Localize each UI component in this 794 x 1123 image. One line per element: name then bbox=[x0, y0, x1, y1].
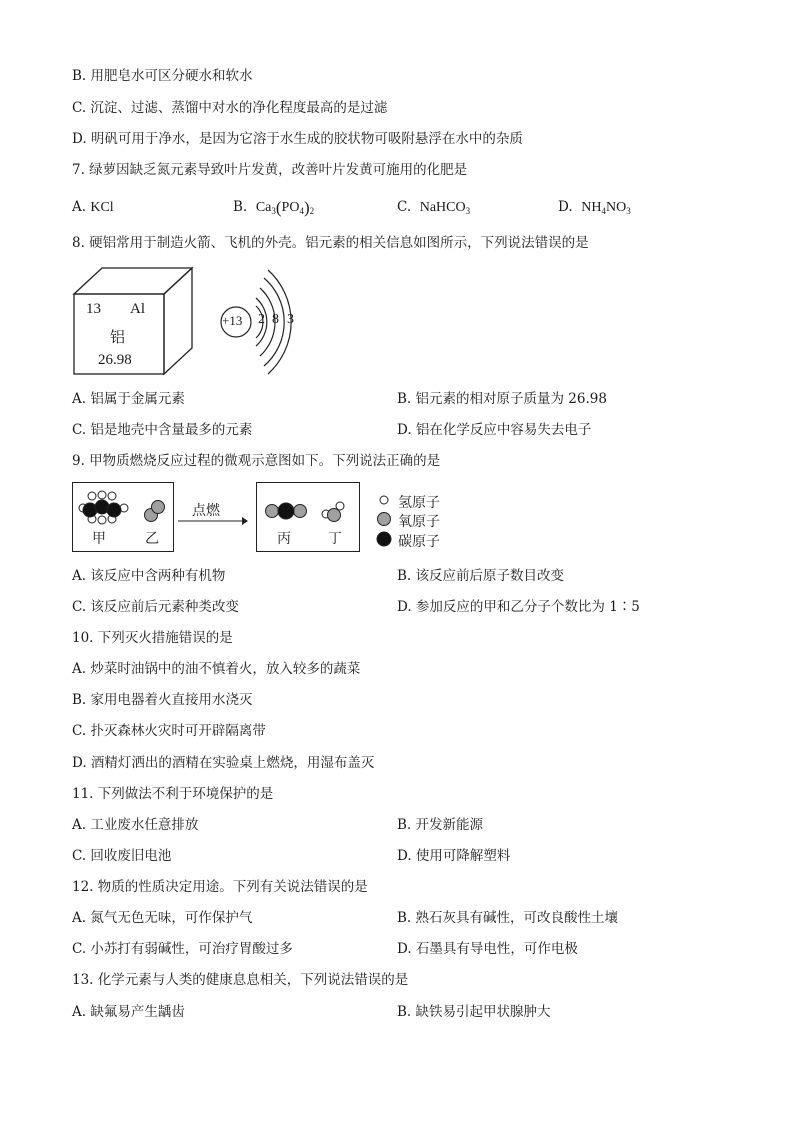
q13-option-a: A. 缺氟易产生龋齿 bbox=[72, 1004, 185, 1020]
q12-option-a: A. 氮气无色无味，可作保护气 bbox=[72, 910, 253, 926]
q7-option-a: A. KCl bbox=[72, 199, 114, 215]
molecule-ding bbox=[322, 502, 344, 522]
q6-option-b: B. 用肥皂水可区分硬水和软水 bbox=[72, 68, 253, 84]
q10-option-a: A. 炒菜时油锅中的油不慎着火，放入较多的蔬菜 bbox=[72, 661, 361, 677]
element-cube-drawing bbox=[72, 264, 194, 376]
legend-hydrogen: 氢原子 bbox=[398, 495, 440, 511]
product-molecules bbox=[256, 488, 360, 538]
shell-1-electrons: 2 bbox=[258, 312, 265, 327]
q10-option-b: B. 家用电器着火直接用水浇灭 bbox=[72, 692, 253, 708]
atom-structure-figure bbox=[218, 268, 304, 376]
molecule-jia bbox=[79, 491, 128, 524]
legend-oxygen: 氧原子 bbox=[398, 514, 440, 530]
q8-option-d: D. 铝在化学反应中容易失去电子 bbox=[397, 422, 592, 438]
q6-option-d: D. 明矾可用于净水，是因为它溶于水生成的胶状物可吸附悬浮在水中的杂质 bbox=[72, 131, 523, 147]
q10-option-c: C. 扑灭森林火灾时可开辟隔离带 bbox=[72, 723, 266, 739]
q9-option-d: D. 参加反应的甲和乙分子个数比为 1∶5 bbox=[397, 599, 640, 615]
molecule-yi bbox=[145, 501, 165, 522]
q8-option-c: C. 铝是地壳中含量最多的元素 bbox=[72, 422, 253, 438]
atomic-mass: 26.98 bbox=[98, 352, 132, 368]
q13-option-b: B. 缺铁易引起甲状腺肿大 bbox=[397, 1004, 551, 1020]
reaction-diagram bbox=[72, 482, 472, 554]
atomic-number: 13 bbox=[86, 301, 101, 317]
element-symbol: Al bbox=[130, 301, 145, 317]
reaction-condition: 点燃 bbox=[192, 503, 220, 519]
label-yi: 乙 bbox=[145, 531, 159, 547]
q11-option-d: D. 使用可降解塑料 bbox=[397, 848, 511, 864]
reaction-arrow bbox=[178, 515, 248, 527]
q8-stem: 8. 硬铝常用于制造火箭、飞机的外壳。铝元素的相关信息如图所示，下列说法错误的是 bbox=[72, 235, 589, 251]
q12-option-b: B. 熟石灰具有碱性，可改良酸性土壤 bbox=[397, 910, 619, 926]
q6-option-c: C. 沉淀、过滤、蒸馏中对水的净化程度最高的是过滤 bbox=[72, 100, 388, 116]
q7-stem: 7. 绿萝因缺乏氮元素导致叶片发黄，改善叶片发黄可施用的化肥是 bbox=[72, 162, 468, 178]
label-jia: 甲 bbox=[92, 531, 106, 547]
q7-option-d: D. $NH_4NO_3$ bbox=[558, 199, 631, 216]
legend-carbon: 碳原子 bbox=[398, 534, 440, 550]
q10-stem: 10. 下列灭火措施错误的是 bbox=[72, 630, 233, 646]
q10-option-d: D. 酒精灯洒出的酒精在实验桌上燃烧，用湿布盖灭 bbox=[72, 755, 375, 771]
shell-3-electrons: 3 bbox=[287, 312, 294, 327]
q13-stem: 13. 化学元素与人类的健康息息相关，下列说法错误的是 bbox=[72, 972, 409, 988]
q11-stem: 11. 下列做法不利于环境保护的是 bbox=[72, 786, 274, 802]
label-bing: 丙 bbox=[277, 531, 291, 547]
q12-option-d: D. 石墨具有导电性，可作电极 bbox=[397, 941, 578, 957]
q8-option-a: A. 铝属于金属元素 bbox=[72, 391, 185, 407]
q8-option-b: B. 铝元素的相对原子质量为 26.98 bbox=[397, 391, 607, 407]
q7-option-c: C. NaHCO$_3$ bbox=[397, 199, 471, 216]
molecule-bing bbox=[266, 503, 307, 519]
q9-option-c: C. 该反应前后元素种类改变 bbox=[72, 599, 239, 615]
q7-option-b: B. $Ca_3(PO_4)_2$ bbox=[233, 198, 315, 217]
q9-option-b: B. 该反应前后原子数目改变 bbox=[397, 568, 565, 584]
q11-option-b: B. 开发新能源 bbox=[397, 817, 484, 833]
element-cell-figure bbox=[72, 264, 194, 376]
shell-2-electrons: 8 bbox=[272, 312, 279, 327]
q12-option-c: C. 小苏打有弱碱性，可治疗胃酸过多 bbox=[72, 941, 293, 957]
label-ding: 丁 bbox=[328, 531, 342, 547]
element-name: 铝 bbox=[110, 328, 126, 346]
q9-stem: 9. 甲物质燃烧反应过程的微观示意图如下。下列说法正确的是 bbox=[72, 453, 441, 469]
legend-swatches bbox=[376, 490, 396, 550]
nucleus-charge: +13 bbox=[222, 313, 243, 328]
q9-option-a: A. 该反应中含两种有机物 bbox=[72, 568, 226, 584]
q11-option-a: A. 工业废水任意排放 bbox=[72, 817, 199, 833]
q12-stem: 12. 物质的性质决定用途。下列有关说法错误的是 bbox=[72, 879, 368, 895]
q11-option-c: C. 回收废旧电池 bbox=[72, 848, 172, 864]
